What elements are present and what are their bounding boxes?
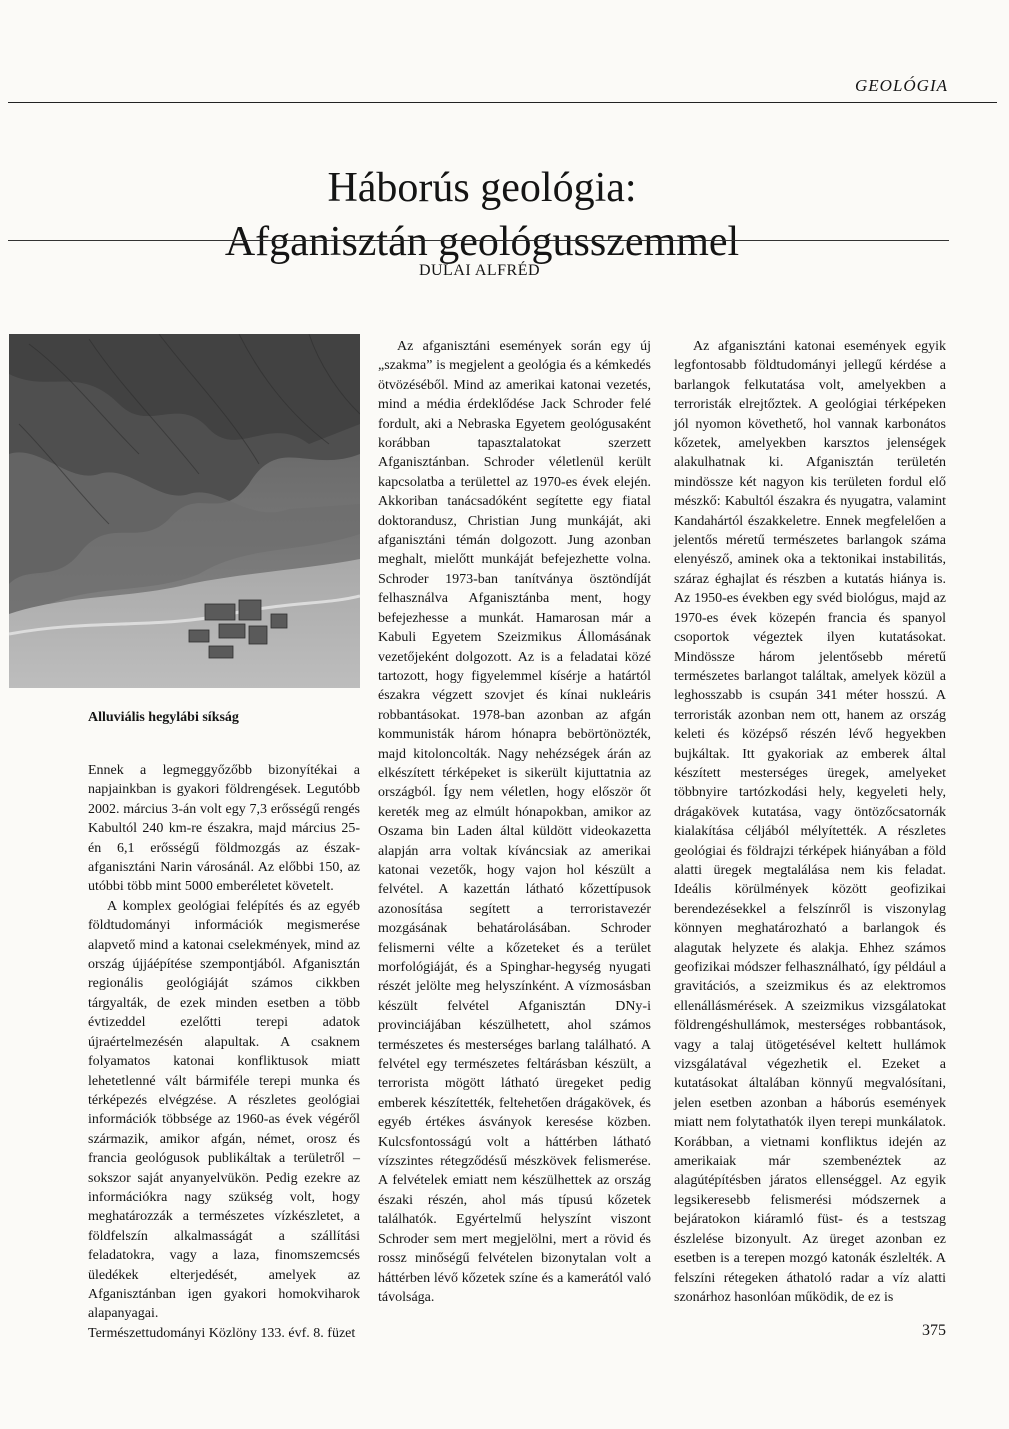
paragraph: A komplex geológiai felépítés és az egyéb földtudományi információk megismerése alapvető mind a katonai cselekmények, mind az ország újjáépítése szempontjából. Afganisztán regionális geológiáját számos cikkben tárgyalták, de ezek minden esetben a több évtizeddel ezelőtti terepi adatok újraértelmezésén alapultak. A csaknem folyamatos katonai konfliktusok miatt lehetetlenné vált bármiféle terepi munka és térképezés elvégzése. A részletes geológiai információk többsége az 1960-as évek végéről származik, amikor afgán, német, orosz és francia geológusok publikáltak a területről – sokszor saját anyanyelvükön. Pedig ezekre az információkra nagy szükség volt, hogy meghatározzák a természetes vízkészletet, a földfelszín alkalmasságát a szállítási feladatokra, vagy a laza, finomszemcsés üledékek elterjedését, amelyek az Afganisztánban igen gyakori homokviharok alapanyagai.: [88, 898, 360, 1322]
section-label: GEOLÓGIA: [855, 76, 948, 95]
article-title-line-1: Háborús geológia:: [327, 165, 637, 212]
text-column-3: [674, 337, 946, 1307]
journal-footer: Természettudományi Közlöny 133. évf. 8. füzet: [88, 1326, 356, 1341]
paragraph: Ennek a legmeggyőzőbb bizonyítékai a napjainkban is gyakori földrengések. Legutóbb 2002. március 3-án volt egy 7,3 erősségű rengés Kabultól 240 km-re északra, majd március 25-én 6,1 erősségű földmozgás az észak-afganisztáni Narin városánál. Az előbbi 150, az utóbbi több mint 5000 emberéletet követelt.: [88, 763, 360, 895]
paragraph: Az afganisztáni katonai események egyik legfontosabb földtudományi jellegű kérdése a barlangok felkutatása volt, amelyekben a terroristák elrejtőztek. A geológiai térképeken jól nyomon követhető, hol vannak karbonátos kőzetek, amelyekben karsztos jelenségek alakulhatnak ki. Afganisztán területén mindössze két nagyon kis területen fordul elő mészkő: Kabultól északra és nyugatra, valamint Kandahártól északkeletre. Ennek megfelelően a jelentős méretű természetes barlangok száma elenyésző, aminek oka a tektonikai instabilitás, száraz éghajlat és részben a kutatás hiánya is. Az 1950-es években egy svéd biológus, majd az 1970-es évek közepén francia és spanyol csoportok végeztek ilyen kutatásokat. Mindössze három jelentősebb méretű természetes barlangot találtak, amelyek közül a leghosszabb is csupán 341 méter hosszú. A terroristák azonban nem ott, hanem az ország keleti és középső részén lévő hegyekben bujkáltak. Itt gyakoriak az emberek által készített mesterséges üregek, amelyeket többnyire tartózkodási hely, kegyeleti hely, drágakövek kutatása, vagy öntözőcsatornák kialakítása céljából mélyítették. A részletes geológiai és földrajzi térképek hiányában a föld alatti üregek megtalálása nem kis feladat. Ideális körülmények között geofizikai berendezésekkel a felszínről is viszonylag könnyen meghatározható a barlangok és alagutak helyzete és alakja. Ehhez számos geofizikai módszer felhasználható, így például a gravitációs, a szeizmikus és az elektromos ellenállásmérések. A szeizmikus vizsgálatokat földrengéshullámok, mesterséges robbantások, vagy a talaj ütögetésével keltett hullámok vizsgálatával végezhetik el. Ezeket a kutatásokat általában könnyű megvalósítani, jelen esetben azonban a háborús események miatt nem folytathatók ilyen terepi munkálatok. Korábban, a vietnami konfliktus idején az amerikaiak már szembenéztek az alagútépítésben járatos ellenséggel. Az egyik legsikeresebb felismerési módszernek a bejáratokon kiáramló füst- és a testszag észlelése bizonyult. Az üreget azonban ez esetben is a terepen mozgó katonák észlelték. A felszíni rétegeken áthatoló radar a víz alatti szonárhoz hasonlóan működik, de ez is: [674, 339, 946, 1305]
page-number: 375: [922, 1322, 946, 1339]
paragraph: Az afganisztáni események során egy új „szakma” is megjelent a geológia és a kémkedés ötvözéséből. Mind az amerikai katonai vezetés, mind a média érdeklődése Jack Schroder felé fordult, aki a Nebraska Egyetem geológusaként korábban tapasztalatokat szerzett Afganisztánban. Schroder véletlenül került kapcsolatba a területtel az 1970-es évek elején. Akkoriban tanácsadóként segítette egy fiatal doktorandusz, Christian Jung munkáját, aki afganisztáni témán dolgozott. Jung azonban meghalt, mielőtt munkáját befejezhette volna. Schroder 1973-ban tanítványa ösztöndíját felhasználva Afganisztánba ment, hogy befejezhesse a munkát. Hamarosan már a Kabuli Egyetem Szeizmikus Állomásának vezetőjeként dolgozott. Az is a feladatai közé tartozott, hogy figyelemmel kísérje a határtól északra végzett szovjet és kínai nukleáris robbantásokat. 1978-ban azonban az afgán kommunisták három hónapra bebörtönözték, majd kitoloncolták. Nagy nehézségek árán az elkészített térképeket is sikerült kijuttatnia az országból. Így nem véletlen, hogy először őt kereték meg az elmúlt hónapokban, amikor az Oszama bin Laden által küldött videokazetta alapján arra voltak kíváncsiak az amerikai katonai vezetők, hogy vajon hol készült a felvétel. A kazettán látható kőzettípusok azonosítása segített a terroristavezér mozgásának behatárolásában. Schroder felismerni vélte a kőzeteket és a terület morfológiáját, és a Spinghar-hegység nyugati részét jelölte meg helyszínként. A vízmosásban készült felvétel Afganisztán DNy-i provinciájában készülhetett, ahol számos természetes és mesterséges barlang található. A felvétel egy természetes feltárásban készült, a terrorista mögött látható üregeket pedig emberek készítették, feltehetően drágakövek, és egyéb értékes ásványok keresése közben. Kulcsfontosságú volt a háttérben látható vízszintes rétegződésű mészkövek felismerése. A felvételek emiatt nem készülhettek az ország északi részén, ahol más típusú kőzetek találhatók. Egyértelmű helyszínt viszont Schroder sem mert megjelölni, mert a rövid és rossz minőségű felvételen bizonytalan volt a háttérben lévő kőzetek színe és a kamerától való távolsága.: [378, 339, 651, 1305]
aerial-terrain-photo: [9, 334, 360, 688]
header-rule: [8, 102, 997, 103]
title-rule: [8, 240, 949, 241]
author-name: DULAI ALFRÉD: [418, 262, 541, 279]
text-column-2: [378, 337, 651, 1307]
article-title-line-2: Afganisztán geológusszemmel: [224, 219, 740, 266]
text-column-1: [88, 761, 360, 1324]
photo-caption: Alluviális hegylábi síkság: [88, 710, 239, 725]
